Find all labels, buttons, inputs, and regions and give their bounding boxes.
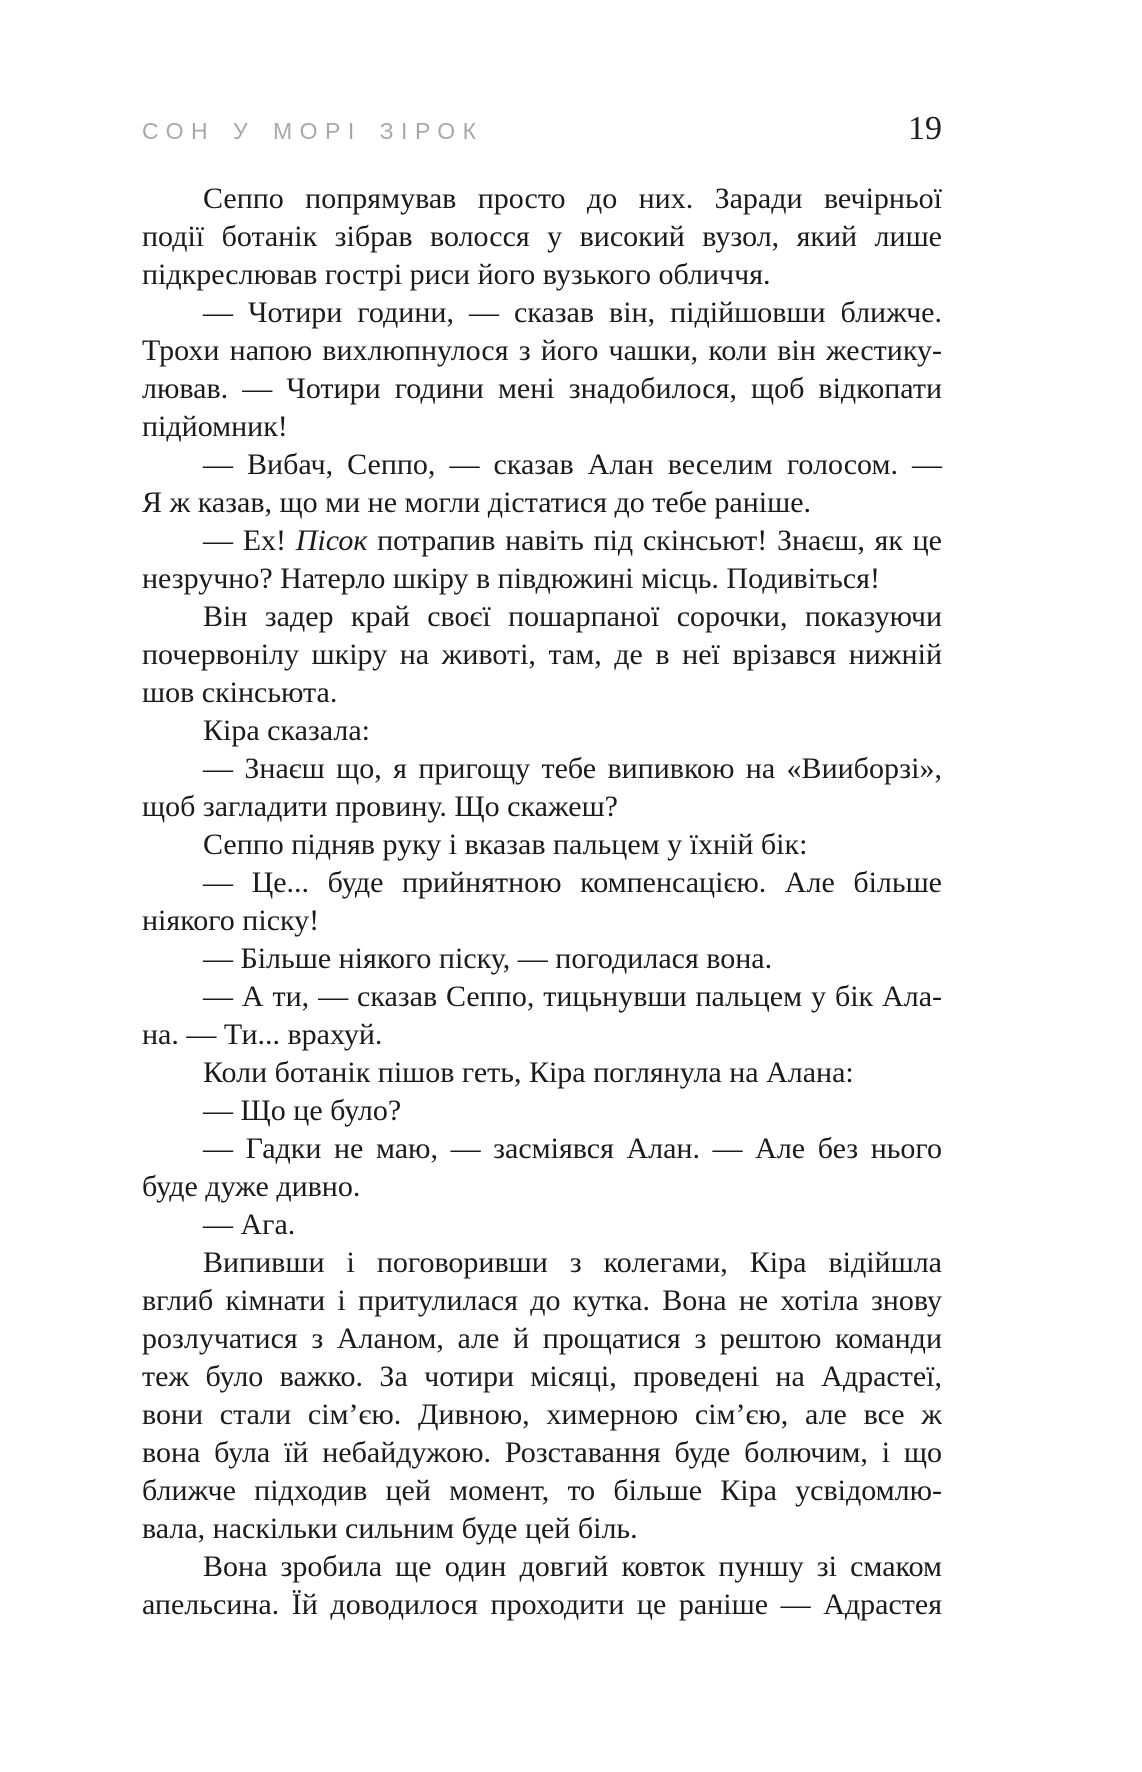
text-line: підйомник! <box>142 410 288 443</box>
text-line: — А ти, — сказав Сеппо, тицьнувши пальцем у бік Ала- <box>203 980 942 1013</box>
text-line: — Це... буде прийнятною компенсацією. Але більше <box>203 866 942 899</box>
text-line: — Що це було? <box>203 1094 402 1127</box>
paragraph <box>142 598 942 712</box>
text-line: незручно? Натерло шкіру в півдюжині місць. Подивіться! <box>142 562 880 595</box>
text-line: — Знаєш що, я пригощу тебе випивкою на «Вииборзі», <box>203 752 942 785</box>
paragraph <box>142 940 942 978</box>
text-line: на. — Ти... врахуй. <box>142 1018 383 1051</box>
paragraph <box>142 522 942 598</box>
text-line: вглиб кімнати і притулилася до кутка. Вона не хотіла знову <box>142 1284 942 1317</box>
text-line: щоб загладити провину. Що скажеш? <box>142 790 618 823</box>
text-line: — Вибач, Сеппо, — сказав Алан веселим голосом. — <box>203 448 942 481</box>
text-line: Я ж казав, що ми не могли дістатися до тебе раніше. <box>142 486 812 519</box>
text-line: ближче підходив цей момент, то більше Кіра усвідомлю- <box>142 1474 942 1507</box>
text-segment: — Ех! <box>203 524 296 557</box>
running-header-title: СОН У МОРІ ЗІРОК <box>142 118 484 144</box>
paragraph <box>142 864 942 940</box>
paragraph <box>142 1206 942 1244</box>
paragraph <box>142 1054 942 1092</box>
text-line: вони стали сім’єю. Дивною, химерною сім’єю, але все ж <box>142 1398 942 1431</box>
text-line: Кіра сказала: <box>203 714 370 747</box>
text-line: почервонілу шкіру на животі, там, де в неї врізався нижній <box>142 638 942 671</box>
text-line: Трохи напою вихлюпнулося з його чашки, коли він жестику- <box>142 334 942 367</box>
text-line: вала, наскільки сильним буде цей біль. <box>142 1512 638 1545</box>
page-number: 19 <box>908 110 942 147</box>
paragraph <box>142 294 942 446</box>
text-line: апельсина. Їй доводилося проходити це раніше — Адрастея <box>142 1588 942 1621</box>
text-line: ніякого піску! <box>142 904 320 937</box>
paragraph <box>142 446 942 522</box>
paragraph <box>142 750 942 826</box>
paragraph <box>142 978 942 1054</box>
text-line: підкреслював гострі риси його вузького обличчя. <box>142 258 771 291</box>
text-line: — Ага. <box>203 1208 296 1241</box>
text-line: Випивши і поговоривши з колегами, Кіра відійшла <box>203 1246 942 1279</box>
text-line: Коли ботанік пішов геть, Кіра поглянула на Алана: <box>203 1056 854 1089</box>
text-line: Вона зробила ще один довгий ковток пуншу зі смаком <box>203 1550 942 1583</box>
italic-text: Пісок <box>295 524 368 557</box>
paragraph <box>142 1244 942 1548</box>
text-line <box>142 522 942 560</box>
paragraph <box>142 1130 942 1206</box>
text-line: події ботанік зібрав волосся у високий вузол, який лише <box>142 220 942 253</box>
text-line: теж було важко. За чотири місяці, проведені на Адрастеї, <box>142 1360 942 1393</box>
text-line: шов скінсьюта. <box>142 676 338 709</box>
paragraph <box>142 1548 942 1624</box>
paragraph <box>142 712 942 750</box>
paragraph <box>142 180 942 294</box>
paragraph <box>142 1092 942 1130</box>
paragraph <box>142 826 942 864</box>
text-line: — Більше ніякого піску, — погодилася вона. <box>203 942 773 975</box>
text-line: — Гадки не маю, — засміявся Алан. — Але без нього <box>203 1132 942 1165</box>
text-line: буде дуже дивно. <box>142 1170 361 1203</box>
text-line: — Чотири години, — сказав він, підійшовши ближче. <box>203 296 942 329</box>
text-segment: потрапив навіть під скінсьют! Знаєш, як це <box>367 524 942 557</box>
text-line: Сеппо попрямував просто до них. Заради вечірньої <box>203 182 942 215</box>
text-line: Він задер край своєї пошарпаної сорочки, показуючи <box>203 600 942 633</box>
body-text <box>142 180 942 1624</box>
text-line: лював. — Чотири години мені знадобилося, щоб відкопати <box>142 372 942 405</box>
page-header <box>142 112 942 146</box>
text-line: розлучатися з Аланом, але й прощатися з рештою команди <box>142 1322 942 1355</box>
text-line: Сеппо підняв руку і вказав пальцем у їхній бік: <box>203 828 808 861</box>
text-line: вона була їй небайдужою. Розставання буде болючим, і що <box>142 1436 942 1469</box>
